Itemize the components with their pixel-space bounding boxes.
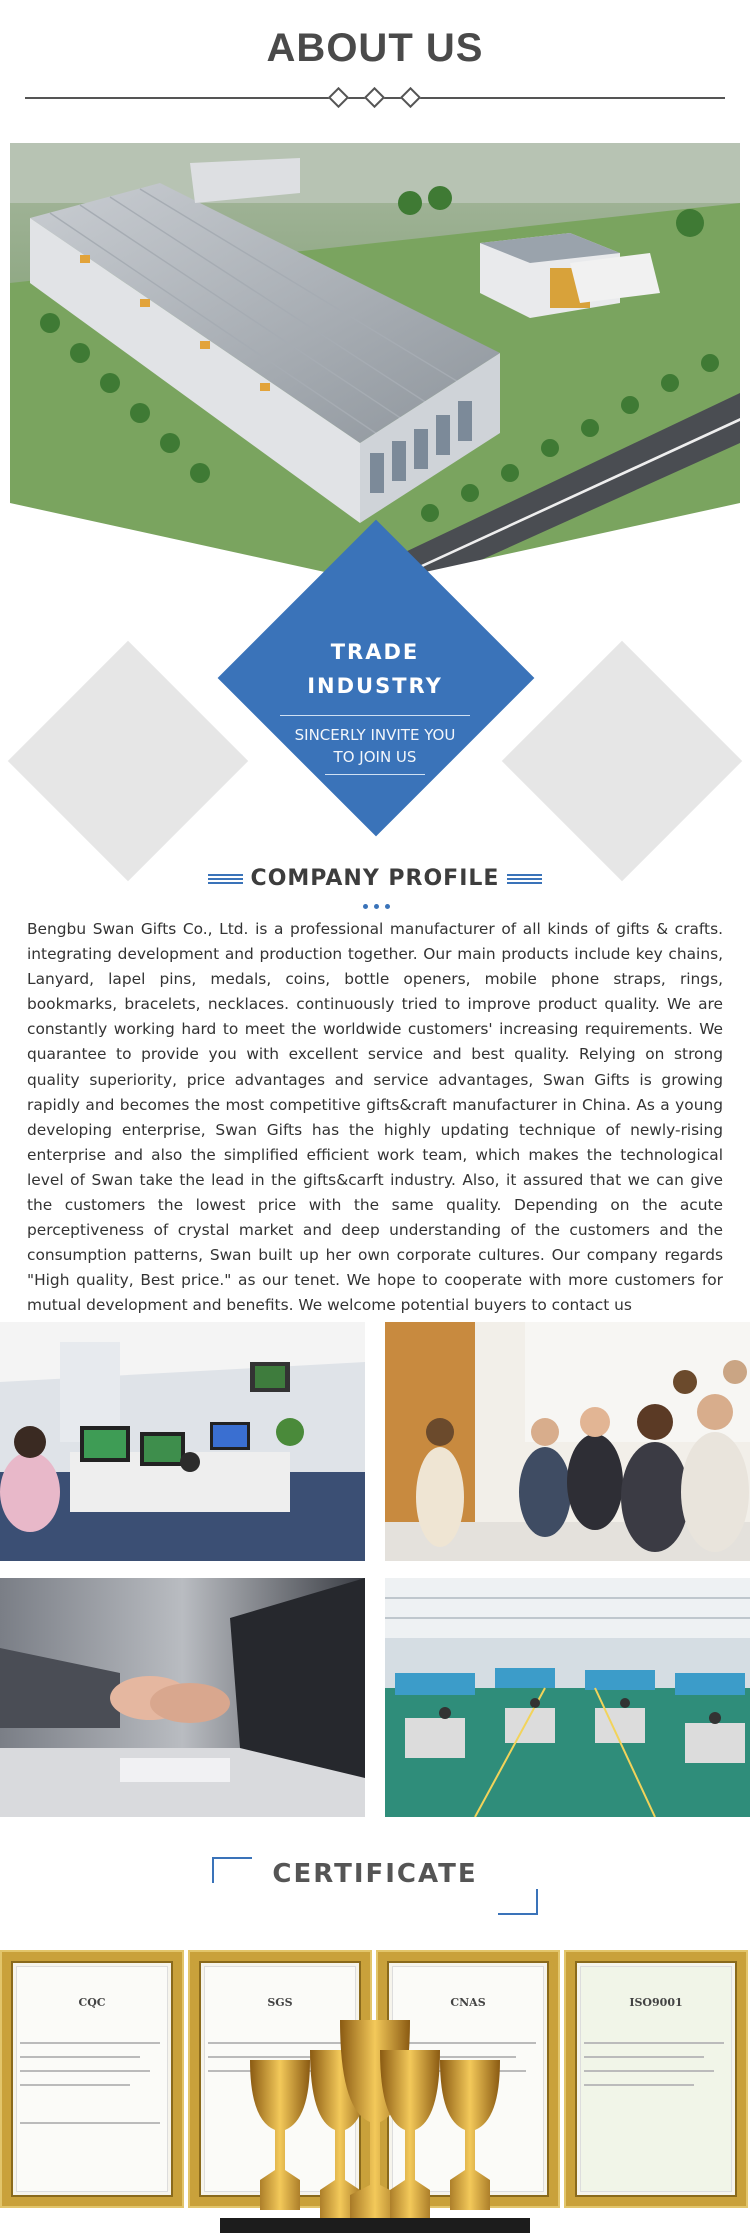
- trophies-image: [220, 2010, 530, 2233]
- decorative-diamond-left: [8, 641, 248, 881]
- industry-heading: INDUSTRY: [307, 674, 443, 698]
- cert-label: SGS: [267, 1996, 293, 2009]
- factory-aerial-image: [10, 143, 740, 583]
- page-title: ABOUT US: [266, 26, 484, 70]
- trade-heading: TRADE: [330, 640, 420, 664]
- invite-divider: [325, 774, 425, 775]
- divider-diamond-icon: [400, 87, 421, 108]
- factory-floor-photo: [385, 1578, 750, 1817]
- heading-dots: [360, 896, 394, 902]
- company-profile-title: COMPANY PROFILE: [243, 866, 508, 891]
- cert-label: CNAS: [450, 1996, 486, 2009]
- certificate-cqc: [2, 1952, 182, 2206]
- invite-text: SINCERLY INVITE YOU: [294, 726, 456, 744]
- divider-diamond-icon: [364, 87, 385, 108]
- company-profile-heading: [0, 866, 750, 891]
- invite-text-2: TO JOIN US: [333, 748, 417, 766]
- meeting-photo: [385, 1322, 750, 1561]
- cert-label: CQC: [78, 1996, 106, 2009]
- decorative-diamond-right: [502, 641, 742, 881]
- certificate-heading: [212, 1857, 538, 1917]
- certificate-iso9001: [566, 1952, 746, 2206]
- handshake-photo: [0, 1578, 365, 1817]
- divider-diamond-icon: [328, 87, 349, 108]
- cert-label: ISO9001: [629, 1996, 683, 2009]
- company-profile-text: Bengbu Swan Gifts Co., Ltd. is a professional manufacturer of all kinds of gifts & crafts. integrating development and production together. Our main products include key chains, Lanyard, lapel pins, medals, coins, bottle openers, mobile phone straps, rings, bookmarks, bracelets, necklaces. continuously tried to improve product quality. We are constantly working hard to meet the worldwide customers' increasing requirements. We quarantee to provide you with excellent service and best quality. Relying on strong quality superiority, price advantages and service advantages, Swan Gifts is growing rapidly and becomes the most competitive gifts&craft manufacturer in China. As a young developing enterprise, Swan Gifts has the highly updating technique of newly-rising enterprise and also the simplified efficient work team, which makes the technological level of Swan take the lead in the gifts&carft industry. Also, it assured that we can give the customers the lowest price with the same quality. Depending on the acute perceptiveness of crystal market and deep understanding of the customers and the consumption patterns, Swan built up her own corporate cultures. Our company regards "High quality, Best price." as our tenet. We hope to cooperate with more customers for mutual development and benefits. We welcome potential buyers to contact us: [27, 920, 723, 1315]
- trade-industry-text: [275, 635, 475, 775]
- office-photo: [0, 1322, 365, 1561]
- heading-bracket-right: [498, 1889, 538, 1915]
- trade-divider: [280, 715, 470, 716]
- certificate-title: CERTIFICATE: [272, 1859, 478, 1889]
